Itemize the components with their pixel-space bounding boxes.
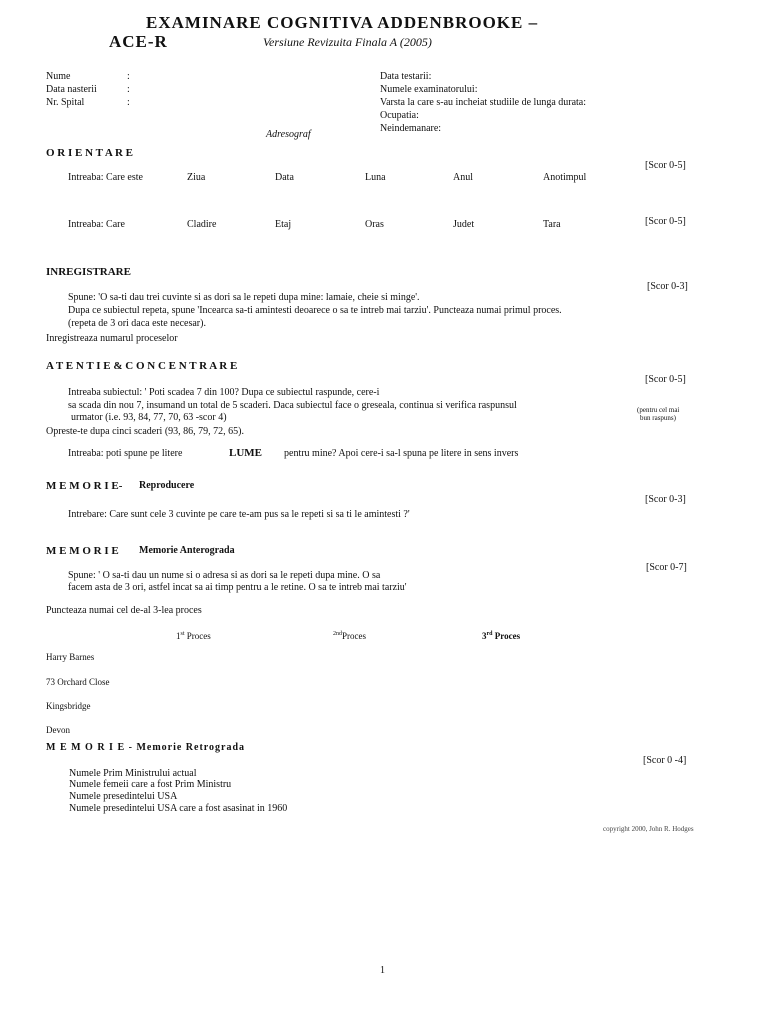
section-subheading: Memorie Anterograda [139, 545, 235, 556]
field-label-data-nasterii: Data nasterii [46, 84, 97, 95]
list-item: Numele Prim Ministrului actual [69, 768, 197, 779]
score-label: [Scor 0-3] [647, 281, 688, 292]
instruction-text: urmator (i.e. 93, 84, 77, 70, 63 -scor 4) [71, 412, 227, 423]
field-colon: : [127, 71, 130, 82]
orientation-item-cladire: Cladire [187, 219, 217, 230]
trial-label-1: 1st Proces [176, 631, 211, 641]
field-label-examinator: Numele examinatorului: [380, 84, 478, 95]
side-note: bun raspuns) [640, 414, 676, 422]
section-heading-atentie: A T E N T I E & C O N C E N T R A R E [46, 360, 238, 372]
instruction-text: (repeta de 3 ori daca este necesar). [68, 318, 206, 329]
score-label: [Scor 0 -4] [643, 755, 687, 766]
orientation-item-oras: Oras [365, 219, 384, 230]
field-label-nr-spital: Nr. Spital [46, 97, 85, 108]
trial-label-3: 3rd Proces [482, 631, 521, 641]
orientation-item-anotimpul: Anotimpul [543, 172, 587, 183]
instruction-text: Opreste-te dupa cinci scaderi (93, 86, 79, 72, 65). [46, 426, 244, 437]
score-label: [Scor 0-5] [645, 160, 686, 171]
field-label-varsta: Varsta la care s-au incheiat studiile de lunga durata: [380, 97, 587, 108]
orientation-item-tara: Tara [543, 219, 561, 230]
instruction-text: Intreaba: poti spune pe litere [68, 448, 183, 459]
section-subheading: Reproducere [139, 480, 195, 491]
field-label-nume: Nume [46, 71, 71, 82]
orientation-item-luna: Luna [365, 172, 386, 183]
instruction-text: Inregistreaza numarul proceselor [46, 333, 178, 344]
side-note: (pentru cel mai [637, 406, 680, 414]
instruction-text: Puncteaza numai cel de-al 3-lea proces [46, 605, 202, 616]
instruction-text: facem asta de 3 ori, astfel incat sa ai timp pentru a le retine. O sa te intreb mai tarziu' [68, 582, 407, 593]
instruction-text: Spune: ' O sa-ti dau un nume si o adresa si as dori sa le repeti dupa mine. O sa [68, 570, 381, 581]
orientation-item-data: Data [275, 172, 294, 183]
list-item: Numele femeii care a fost Prim Ministru [69, 779, 232, 790]
list-item: Numele presedintelui USA [69, 791, 178, 802]
score-label: [Scor 0-7] [646, 562, 687, 573]
instruction-text: sa scada din nou 7, insumand un total de 5 scaderi. Daca subiectul face o greseala, continua si verifica raspunsul [68, 400, 517, 411]
spell-word: LUME [229, 447, 262, 459]
section-heading-inregistrare: INREGISTRARE [46, 266, 131, 278]
document-subtitle: Versiune Revizuita Finala A (2005) [263, 35, 432, 49]
trial-label-2: $^{2nd}$Proces [333, 631, 366, 641]
instruction-text: Spune: 'O sa-ti dau trei cuvinte si as dori sa le repeti dupa mine: lamaie, cheie si minge'. [68, 292, 420, 303]
field-label-data-testarii: Data testarii: [380, 71, 432, 82]
section-heading-memorie-retrograda: M E M O R I E - Memorie Retrograda [46, 742, 246, 753]
field-colon: : [127, 97, 130, 108]
instruction-text: Intrebare: Care sunt cele 3 cuvinte pe care te-am pus sa le repeti si sa ti le amintesti ?' [68, 509, 410, 520]
orientation-item-judet: Judet [453, 219, 475, 230]
copyright-text: copyright 2000, John R. Hodges [603, 825, 694, 833]
page-number: 1 [380, 965, 385, 976]
orientation-item-etaj: Etaj [275, 219, 292, 230]
instruction-text: Intreaba subiectul: ' Poti scadea 7 din 100? Dupa ce subiectul raspunde, cere-i [68, 387, 380, 398]
document-code: ACE-R [109, 32, 168, 51]
address-line: Harry Barnes [46, 652, 95, 662]
address-line: Kingsbridge [46, 701, 91, 711]
score-label: [Scor 0-5] [645, 374, 686, 385]
section-heading-memorie: M E M O R I E- [46, 480, 123, 492]
question-prompt: Intreaba: Care este [68, 172, 143, 183]
document-title: EXAMINARE COGNITIVA ADDENBROOKE – [146, 13, 539, 32]
instruction-text: pentru mine? Apoi cere-i sa-l spuna pe litere in sens invers [284, 448, 519, 459]
field-label-ocupatia: Ocupatia: [380, 110, 419, 121]
orientation-item-anul: Anul [453, 172, 473, 183]
orientation-item-ziua: Ziua [187, 172, 206, 183]
section-heading-memorie: M E M O R I E [46, 545, 119, 557]
question-prompt: Intreaba: Care [68, 219, 125, 230]
field-colon: : [127, 84, 130, 95]
adresograf-label: Adresograf [266, 129, 311, 140]
address-line: 73 Orchard Close [46, 677, 110, 687]
instruction-text: Dupa ce subiectul repeta, spune 'Incearca sa-ti amintesti deoarece o sa te intreb mai tarziu'. Puncteaza numai primul proces. [68, 305, 562, 316]
score-label: [Scor 0-3] [645, 494, 686, 505]
section-heading-orientare: O R I E N T A R E [46, 147, 134, 159]
address-line: Devon [46, 725, 70, 735]
score-label: [Scor 0-5] [645, 216, 686, 227]
list-item: Numele presedintelui USA care a fost asasinat in 1960 [69, 803, 288, 814]
field-label-neindemanare: Neindemanare: [380, 123, 442, 134]
